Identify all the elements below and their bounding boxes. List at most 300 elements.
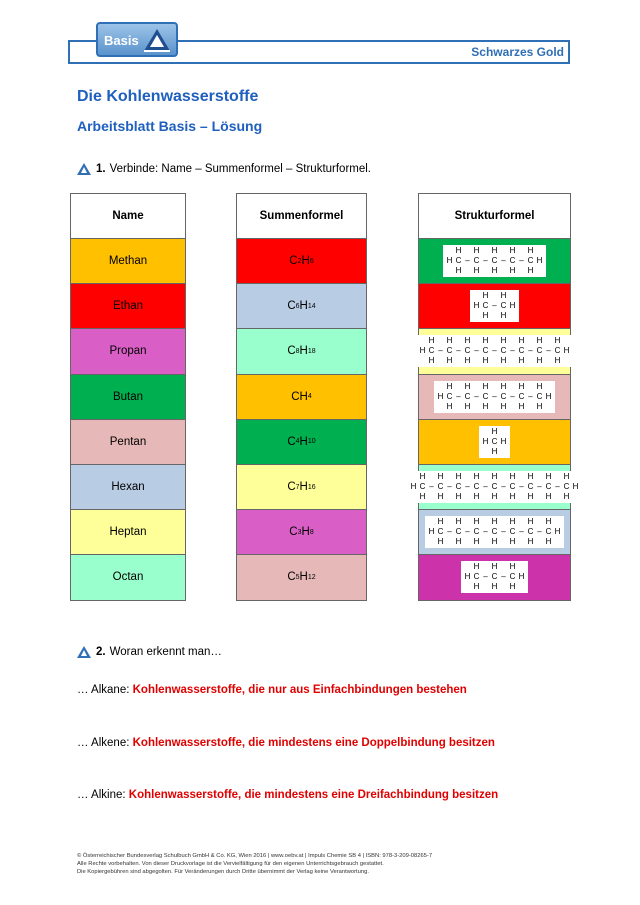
atom-symbol: C — [518, 391, 525, 401]
atom-symbol: H — [491, 472, 498, 482]
atom-symbol: C — [518, 346, 525, 356]
atom-symbol: H — [446, 401, 453, 411]
atom-symbol: H — [455, 472, 462, 482]
atom-symbol — [526, 402, 535, 412]
atom-symbol: – — [456, 346, 461, 356]
atom-symbol: H — [491, 562, 498, 572]
atom-symbol: – — [501, 256, 506, 266]
atom-symbol: C — [509, 482, 516, 492]
atom-symbol: H — [464, 336, 471, 346]
structure-cell[interactable] — [418, 554, 571, 600]
atom-symbol: H — [491, 266, 498, 276]
atom-symbol — [526, 382, 535, 392]
atom-symbol: H — [455, 246, 462, 256]
page-subtitle: Arbeitsblatt Basis – Lösung — [77, 118, 263, 134]
name-cell[interactable]: Octan — [70, 554, 186, 600]
atom-symbol: H — [428, 527, 435, 537]
atom-symbol — [490, 311, 499, 321]
atom-symbol — [535, 266, 544, 276]
atom-symbol — [508, 291, 517, 301]
atom-symbol: H — [518, 356, 525, 366]
atom-symbol: H — [473, 472, 480, 482]
atom-symbol — [463, 492, 472, 502]
atom-symbol — [508, 356, 517, 366]
formula-subscript: 2 — [297, 257, 302, 265]
atom-symbol: H — [428, 356, 435, 366]
atom-symbol: H — [509, 562, 516, 572]
atom-symbol: H — [536, 381, 543, 391]
structure-cell[interactable] — [410, 464, 579, 510]
atom-symbol: H — [509, 517, 516, 527]
atom-symbol: H — [491, 537, 498, 547]
atom-symbol — [436, 402, 445, 412]
atom-symbol: H — [446, 381, 453, 391]
atom-symbol — [481, 517, 490, 527]
atom-symbol: H — [437, 517, 444, 527]
atom-symbol: H — [437, 492, 444, 502]
atom-symbol — [544, 402, 553, 412]
atom-symbol: H — [500, 311, 507, 321]
atom-symbol — [517, 582, 526, 592]
atom-symbol: C — [527, 256, 534, 266]
atom-symbol — [490, 382, 499, 392]
atom-symbol: – — [501, 572, 506, 582]
atom-symbol: H — [491, 517, 498, 527]
atom-symbol: H — [518, 572, 525, 582]
atom-symbol — [436, 336, 445, 346]
atom-symbol — [454, 382, 463, 392]
formula-cell[interactable] — [236, 419, 367, 465]
formula-element: C — [287, 481, 296, 494]
task-2-text: Woran erkennt man… — [109, 646, 222, 658]
structural-formula — [479, 426, 510, 458]
atom-symbol: C — [509, 572, 516, 582]
atom-symbol — [445, 472, 454, 482]
atom-symbol — [481, 266, 490, 276]
formula-element: H — [299, 300, 308, 313]
atom-symbol: – — [519, 482, 524, 492]
atom-symbol — [553, 537, 562, 547]
atom-symbol: H — [491, 426, 498, 436]
atom-symbol — [544, 356, 553, 366]
atom-symbol: H — [527, 472, 534, 482]
atom-symbol — [517, 517, 526, 527]
atom-symbol: – — [447, 527, 452, 537]
atom-symbol: – — [438, 346, 443, 356]
atom-symbol — [409, 472, 418, 482]
atom-symbol: – — [429, 482, 434, 492]
atom-symbol: H — [527, 517, 534, 527]
atom-symbol: H — [482, 291, 489, 301]
atom-symbol: – — [465, 482, 470, 492]
atom-symbol — [499, 447, 508, 457]
atom-symbol: H — [473, 266, 480, 276]
atom-symbol — [481, 562, 490, 572]
formula-cell[interactable] — [236, 328, 367, 374]
atom-symbol: H — [482, 436, 489, 446]
name-cell[interactable]: Butan — [70, 374, 186, 420]
atom-symbol — [499, 582, 508, 592]
structural-formula — [407, 471, 582, 503]
task-1-number: 1. — [96, 163, 106, 175]
atom-symbol: C — [563, 482, 570, 492]
atom-symbol — [445, 492, 454, 502]
atom-symbol: H — [437, 472, 444, 482]
name-cell[interactable]: Pentan — [70, 419, 186, 465]
atom-symbol: H — [455, 537, 462, 547]
structural-formula — [443, 245, 546, 277]
atom-symbol: C — [536, 346, 543, 356]
formula-subscript: 5 — [295, 573, 300, 581]
atom-symbol: H — [563, 472, 570, 482]
answer-prefix: … Alkane: — [77, 684, 133, 696]
atom-symbol — [499, 472, 508, 482]
formula-cell[interactable] — [236, 464, 367, 510]
atom-symbol: C — [482, 301, 489, 311]
atom-symbol: C — [554, 346, 561, 356]
atom-symbol: H — [527, 492, 534, 502]
atom-symbol: C — [473, 482, 480, 492]
atom-symbol: – — [501, 482, 506, 492]
atom-symbol — [535, 537, 544, 547]
atom-symbol — [499, 246, 508, 256]
atom-symbol: C — [491, 256, 498, 266]
atom-symbol: C — [464, 391, 471, 401]
atom-symbol — [562, 336, 571, 346]
atom-symbol: C — [527, 527, 534, 537]
atom-symbol: C — [446, 346, 453, 356]
atom-symbol: H — [419, 472, 426, 482]
atom-symbol: H — [527, 537, 534, 547]
atom-symbol: – — [510, 346, 515, 356]
atom-symbol: C — [491, 572, 498, 582]
answer-text: Kohlenwasserstoffe, die mindestens eine Doppelbindung besitzen — [132, 737, 495, 749]
structure-cell[interactable] — [418, 238, 571, 284]
formula-element: H — [301, 526, 310, 539]
atom-symbol: H — [410, 482, 417, 492]
atom-symbol — [463, 537, 472, 547]
structure-cell[interactable] — [418, 283, 571, 329]
atom-symbol — [508, 336, 517, 346]
formula-subscript: 7 — [295, 483, 300, 491]
name-cell[interactable]: Propan — [70, 328, 186, 374]
atom-symbol: H — [473, 517, 480, 527]
atom-symbol: – — [510, 391, 515, 401]
atom-symbol: H — [455, 266, 462, 276]
atom-symbol: – — [537, 527, 542, 537]
atom-symbol — [508, 311, 517, 321]
atom-symbol — [526, 356, 535, 366]
atom-symbol — [499, 562, 508, 572]
atom-symbol: – — [465, 256, 470, 266]
atom-symbol: – — [456, 391, 461, 401]
atom-symbol — [499, 537, 508, 547]
answer-alkene — [77, 737, 495, 749]
atom-symbol — [463, 266, 472, 276]
atom-symbol: H — [545, 492, 552, 502]
atom-symbol: H — [419, 346, 426, 356]
name-cell[interactable]: Heptan — [70, 509, 186, 555]
structure-cell[interactable] — [418, 328, 571, 374]
formula-element: H — [299, 571, 308, 584]
atom-symbol — [472, 336, 481, 346]
atom-symbol: – — [546, 346, 551, 356]
atom-symbol: H — [509, 492, 516, 502]
structure-header: Strukturformel — [418, 193, 571, 239]
atom-symbol: H — [473, 246, 480, 256]
atom-symbol: H — [509, 537, 516, 547]
atom-symbol: C — [527, 482, 534, 492]
atom-symbol: C — [428, 346, 435, 356]
atom-symbol — [517, 246, 526, 256]
atom-symbol: H — [473, 492, 480, 502]
atom-symbol: – — [465, 527, 470, 537]
atom-symbol — [445, 246, 454, 256]
atom-symbol: H — [464, 401, 471, 411]
atom-symbol: H — [509, 472, 516, 482]
atom-symbol — [427, 492, 436, 502]
atom-symbol — [553, 517, 562, 527]
formula-subscript: 14 — [307, 302, 316, 310]
answer-alkane — [77, 684, 467, 696]
atom-symbol: H — [482, 381, 489, 391]
atom-symbol — [544, 336, 553, 346]
answer-prefix: … Alkine: — [77, 789, 129, 801]
atom-symbol — [553, 472, 562, 482]
atom-symbol — [481, 492, 490, 502]
atom-symbol: – — [483, 256, 488, 266]
atom-symbol — [535, 246, 544, 256]
formula-cell[interactable] — [236, 509, 367, 555]
atom-symbol: H — [464, 356, 471, 366]
atom-symbol — [490, 291, 499, 301]
structure-cell[interactable] — [418, 509, 571, 555]
atom-symbol: H — [500, 436, 507, 446]
atom-symbol — [499, 266, 508, 276]
atom-symbol: C — [473, 572, 480, 582]
atom-symbol: H — [545, 391, 552, 401]
atom-symbol — [553, 492, 562, 502]
atom-symbol: C — [491, 482, 498, 492]
level-pyramid-icon — [77, 646, 91, 658]
atom-symbol — [490, 336, 499, 346]
atom-symbol — [436, 382, 445, 392]
atom-symbol: H — [554, 527, 561, 537]
atom-symbol — [427, 472, 436, 482]
atom-symbol: – — [492, 346, 497, 356]
formula-subscript: 6 — [295, 302, 300, 310]
atom-symbol — [517, 266, 526, 276]
formula-subscript: 4 — [307, 393, 312, 401]
atom-symbol: H — [500, 401, 507, 411]
atom-symbol — [544, 382, 553, 392]
atom-symbol: H — [437, 391, 444, 401]
atom-symbol: – — [555, 482, 560, 492]
atom-symbol — [517, 492, 526, 502]
atom-symbol: H — [518, 401, 525, 411]
atom-symbol — [436, 356, 445, 366]
atom-symbol — [463, 517, 472, 527]
structural-formula — [425, 516, 564, 548]
atom-symbol: C — [437, 482, 444, 492]
atom-symbol: C — [446, 391, 453, 401]
atom-symbol — [562, 356, 571, 366]
basis-logo — [96, 22, 178, 57]
atom-symbol — [463, 472, 472, 482]
task-2-number: 2. — [96, 646, 106, 658]
atom-symbol: H — [464, 572, 471, 582]
atom-symbol: H — [563, 492, 570, 502]
atom-symbol — [481, 427, 490, 437]
formula-element: H — [299, 435, 308, 448]
atom-symbol — [409, 492, 418, 502]
atom-symbol — [445, 266, 454, 276]
formula-subscript: 18 — [307, 347, 316, 355]
atom-symbol: – — [528, 391, 533, 401]
level-pyramid-icon — [77, 163, 91, 175]
atom-symbol: H — [536, 356, 543, 366]
task-2 — [77, 646, 222, 658]
atom-symbol: H — [518, 336, 525, 346]
atom-symbol: H — [455, 517, 462, 527]
atom-symbol — [517, 472, 526, 482]
atom-symbol: H — [473, 537, 480, 547]
atom-symbol — [517, 537, 526, 547]
atom-symbol — [472, 311, 481, 321]
formula-element: C — [287, 300, 296, 313]
formula-cell[interactable] — [236, 554, 367, 600]
atom-symbol: H — [473, 562, 480, 572]
structural-formula — [434, 381, 555, 413]
footer-line: © Österreichischer Bundesverlag Schulbuch GmbH & Co. KG, Wien 2016 | www.oebv.at | Impuls Chemie SB 4 | ISBN: 978-3-209-08265-7 — [77, 853, 433, 859]
answer-text: Kohlenwasserstoffe, die mindestens eine Dreifachbindung besitzen — [128, 789, 499, 801]
formula-cell[interactable] — [236, 374, 367, 420]
footer-line: Alle Rechte vorbehalten. Von dieser Druckvorlage ist die Vervielfältigung für den eigenen Unterrichtsgebrauch gestattet. — [77, 861, 384, 867]
formula-header: Summenformel — [236, 193, 367, 239]
atom-symbol: H — [563, 346, 570, 356]
atom-symbol: – — [492, 301, 497, 311]
formula-element: H — [299, 345, 308, 358]
atom-symbol: H — [509, 266, 516, 276]
atom-symbol — [481, 537, 490, 547]
atom-symbol — [454, 356, 463, 366]
structural-formula — [416, 335, 573, 367]
atom-symbol: – — [528, 346, 533, 356]
atom-symbol: H — [509, 246, 516, 256]
atom-symbol: – — [483, 482, 488, 492]
formula-element: C — [287, 345, 296, 358]
footer-copyright — [77, 852, 432, 876]
atom-symbol: C — [491, 527, 498, 537]
atom-symbol — [535, 472, 544, 482]
atom-symbol — [445, 517, 454, 527]
atom-symbol — [499, 427, 508, 437]
task-1 — [77, 163, 371, 175]
atom-symbol: H — [464, 381, 471, 391]
atom-symbol: H — [482, 356, 489, 366]
atom-symbol — [454, 336, 463, 346]
atom-symbol: C — [500, 346, 507, 356]
formula-column — [236, 193, 367, 601]
atom-symbol — [571, 472, 580, 482]
atom-symbol: H — [527, 266, 534, 276]
atom-symbol: H — [491, 246, 498, 256]
atom-symbol — [481, 447, 490, 457]
formula-subscript: 10 — [307, 438, 316, 446]
name-cell[interactable]: Methan — [70, 238, 186, 284]
footer-line: Die Kopiergebühren sind abgegolten. Für Veränderungen durch Dritte übernimmt der Verlag keine Verantwortung. — [77, 869, 369, 875]
name-cell[interactable]: Hexan — [70, 464, 186, 510]
formula-element: H — [299, 481, 308, 494]
atom-symbol: – — [519, 256, 524, 266]
atom-symbol — [463, 582, 472, 592]
atom-symbol — [472, 382, 481, 392]
atom-symbol — [472, 356, 481, 366]
formula-cell[interactable] — [236, 283, 367, 329]
atom-symbol — [508, 382, 517, 392]
atom-symbol — [499, 492, 508, 502]
atom-symbol: H — [482, 311, 489, 321]
formula-cell[interactable] — [236, 238, 367, 284]
structure-cell[interactable] — [418, 374, 571, 420]
atom-symbol — [535, 517, 544, 527]
atom-symbol: H — [473, 582, 480, 592]
atom-symbol: H — [545, 472, 552, 482]
atom-symbol: C — [500, 391, 507, 401]
atom-symbol: H — [446, 356, 453, 366]
formula-subscript: 8 — [295, 347, 300, 355]
formula-element: C — [287, 571, 296, 584]
atom-symbol: C — [500, 301, 507, 311]
atom-symbol: C — [536, 391, 543, 401]
atom-symbol: C — [491, 436, 498, 446]
atom-symbol: C — [455, 256, 462, 266]
name-cell[interactable]: Ethan — [70, 283, 186, 329]
atom-symbol: C — [464, 346, 471, 356]
answer-prefix: … Alkene: — [77, 737, 133, 749]
pyramid-logo-icon — [142, 27, 172, 53]
atom-symbol: C — [509, 527, 516, 537]
atom-symbol: H — [482, 401, 489, 411]
formula-element: H — [301, 255, 310, 268]
name-column — [70, 193, 186, 601]
structure-column — [410, 193, 579, 601]
atom-symbol: H — [536, 336, 543, 346]
atom-symbol: C — [455, 527, 462, 537]
atom-symbol: H — [482, 336, 489, 346]
atom-symbol — [490, 356, 499, 366]
atom-symbol: H — [509, 301, 516, 311]
atom-symbol — [418, 356, 427, 366]
atom-symbol: H — [545, 537, 552, 547]
atom-symbol: – — [492, 391, 497, 401]
structure-cell[interactable] — [418, 419, 571, 465]
task-1-text: Verbinde: Name – Summenformel – Strukturformel. — [109, 163, 372, 175]
atom-symbol: H — [446, 336, 453, 346]
atom-symbol: C — [545, 527, 552, 537]
atom-symbol — [472, 291, 481, 301]
formula-subscript: 12 — [307, 573, 316, 581]
atom-symbol — [490, 402, 499, 412]
atom-symbol — [445, 537, 454, 547]
structural-formula — [461, 561, 528, 593]
atom-symbol — [427, 537, 436, 547]
atom-symbol — [481, 246, 490, 256]
formula-subscript: 6 — [309, 257, 314, 265]
atom-symbol: C — [473, 256, 480, 266]
atom-symbol: H — [491, 582, 498, 592]
atom-symbol: – — [483, 572, 488, 582]
